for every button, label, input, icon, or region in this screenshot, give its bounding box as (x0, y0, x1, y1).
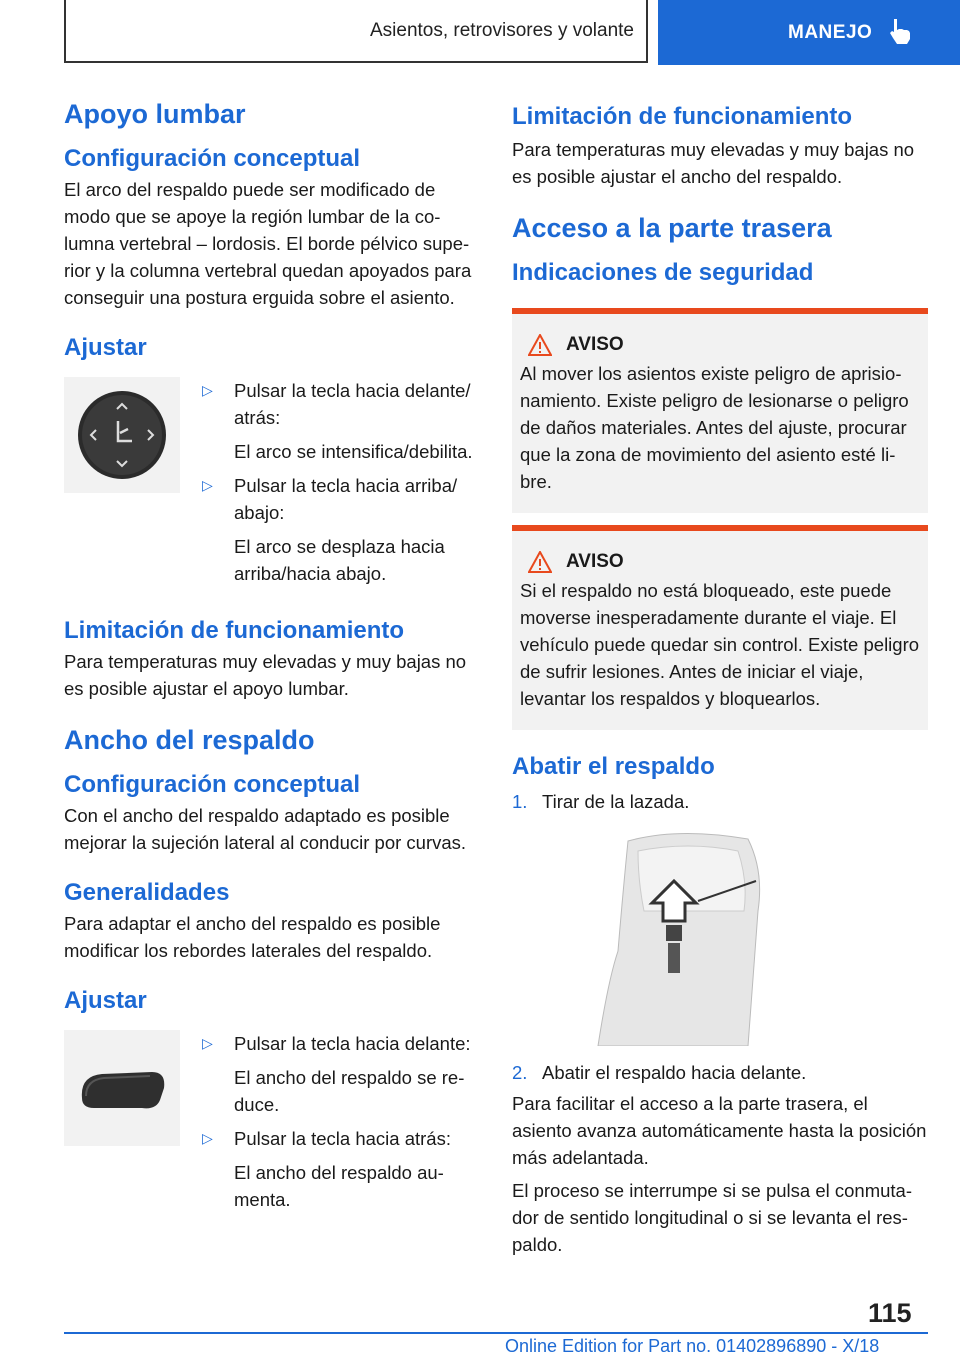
list-item: ▷ Pulsar la tecla hacia delante: (202, 1030, 478, 1057)
bullet-result: El ancho del respaldo se reduce. (234, 1067, 465, 1115)
list-item (512, 1059, 928, 1086)
warning-text: Si el respaldo no está bloqueado, este puede moverse inesperadamente durante el viaje. El vehículo puede quedar sin control. Existe peligro de sufrir lesiones. Antes de iniciar el viaje, levantar los respaldos y bloquearlos. (520, 580, 920, 709)
step-text: Tirar de la lazada. (542, 791, 690, 812)
heading-configuracion-conceptual: Configuración conceptual (64, 145, 361, 172)
paragraph-fold-1: Para facilitar el acceso a la parte trasera, el asiento avanza automáticamente hasta la posición más adelantada. (512, 1093, 927, 1168)
heading-configuracion-conceptual-2: Configuración conceptual (64, 771, 361, 798)
bullet-result: El arco se intensifica/debilita. (234, 441, 473, 462)
heading-limitacion: Limitación de funcionamiento (64, 617, 405, 644)
warning-triangle-icon (528, 334, 552, 356)
paragraph-fold-2: El proceso se interrumpe si se pulsa el conmutador de sentido longitudinal o si se levanta el respaldo. (512, 1180, 913, 1255)
warning-text: Al mover los asientos existe peligro de aprisionamiento. Existe peligro de lesionarse o peligro de daños materiales. Antes del ajuste, procurar que la zona de movimiento del asiento esté libre. (520, 363, 909, 492)
paragraph-limit-lumbar: Para temperaturas muy elevadas y muy bajas no es posible ajustar el apoyo lumbar. (64, 651, 467, 699)
warning-triangle-icon (528, 551, 552, 573)
heading-ajustar: Ajustar (64, 334, 147, 361)
lumbar-control-image (64, 377, 180, 493)
heading-apoyo-lumbar: Apoyo lumbar (64, 99, 246, 129)
chapter-tab[interactable] (658, 0, 960, 65)
step-text: Abatir el respaldo hacia delante. (542, 1062, 807, 1083)
bullet-result: El ancho del respaldo aumenta. (234, 1162, 444, 1210)
list-item (512, 788, 928, 815)
bullet-result: El arco se desplaza hacia arriba/hacia abajo. (234, 536, 445, 584)
section-title: Asientos, retrovisores y volante (369, 19, 634, 41)
heading-abatir-respaldo: Abatir el respaldo (512, 753, 715, 780)
seat-backrest-image (568, 831, 788, 1046)
triangle-bullet-icon: ▷ (202, 477, 213, 493)
paragraph-general: Para adaptar el ancho del respaldo es posible modificar los rebordes laterales del respaldo. (64, 913, 441, 961)
heading-indicaciones-seguridad: Indicaciones de seguridad (512, 259, 814, 286)
step-number: 1. (512, 791, 528, 812)
heading-ancho-respaldo: Ancho del respaldo (64, 725, 315, 755)
left-column (64, 98, 478, 1220)
warning-box (512, 525, 928, 730)
triangle-bullet-icon: ▷ (202, 382, 213, 398)
right-column (512, 102, 928, 1258)
warning-title: AVISO (566, 551, 624, 572)
paragraph-concept-width: Con el ancho del respaldo adaptado es posible mejorar la sujeción lateral al conducir por curvas. (64, 805, 467, 853)
triangle-bullet-icon: ▷ (202, 1035, 213, 1051)
list-item: ▷ Pulsar la tecla hacia atrás: (202, 1125, 478, 1152)
page-number: 115 (868, 1298, 912, 1328)
list-item: ▷ Pulsar la tecla hacia delante/ atrás: (202, 377, 478, 431)
heading-limitacion-2: Limitación de funcionamiento (512, 103, 853, 130)
heading-acceso-trasera: Acceso a la parte trasera (512, 213, 832, 243)
heading-generalidades: Generalidades (64, 879, 230, 906)
footer-edition: Online Edition for Part no. 01402896890 - X/18 (505, 1336, 880, 1356)
step-number: 2. (512, 1062, 528, 1083)
heading-ajustar-2: Ajustar (64, 987, 147, 1014)
header-section-box (64, 0, 648, 63)
paragraph-concept-lumbar: El arco del respaldo puede ser modificado de modo que se apoye la región lumbar de la columna vertebral – lordosis. El borde pélvico superior y la columna vertebral quedan apoyados para conseguir una postura erguida sobre el asiento. (64, 179, 472, 308)
list-item: ▷ Pulsar la tecla hacia arriba/ abajo: (202, 472, 478, 526)
warning-box (512, 308, 928, 513)
warning-title: AVISO (566, 334, 624, 355)
paragraph-limit-width: Para temperaturas muy elevadas y muy bajas no es posible ajustar el ancho del respaldo. (512, 139, 915, 187)
chapter-label: MANEJO (788, 21, 873, 43)
width-control-image (64, 1030, 180, 1146)
footer-divider (64, 1332, 928, 1334)
triangle-bullet-icon: ▷ (202, 1130, 213, 1146)
pointing-hand-icon (888, 17, 914, 49)
